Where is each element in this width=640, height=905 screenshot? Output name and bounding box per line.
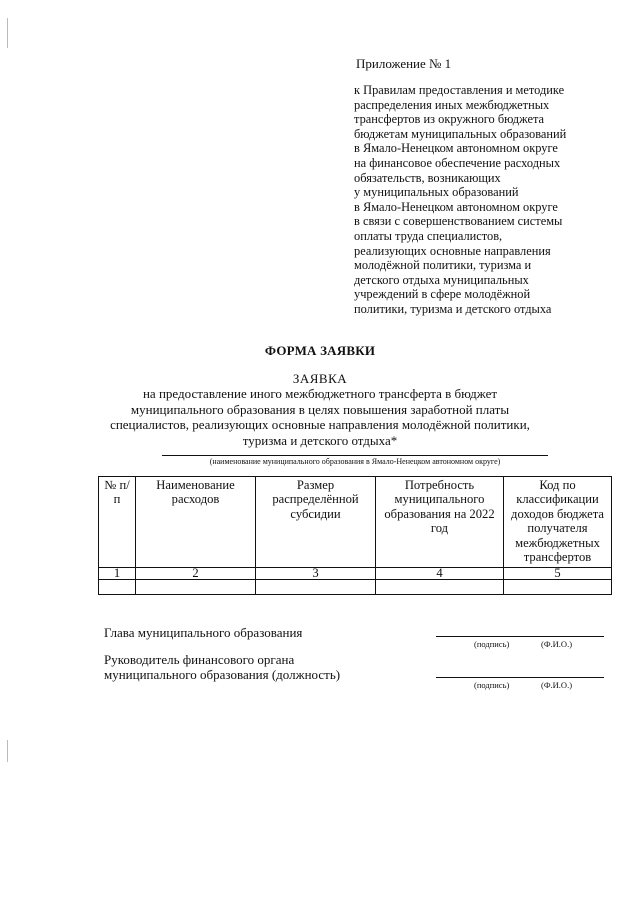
appendix-line: в Ямало-Ненецком автономном округе [354,141,558,156]
appendix-line: реализующих основные направления [354,243,551,258]
table-cell[interactable] [376,580,504,595]
subject-line: специалистов, реализующих основные направления молодёжной политики, [110,417,530,432]
appendix-line: трансфертов из окружного бюджета [354,112,545,127]
appendix-line: обязательств, возникающих [354,170,501,185]
column-number: 2 [136,568,256,580]
table-cell[interactable] [256,580,376,595]
subject-line: на предоставление иного межбюджетного трансферта в бюджет [142,386,498,401]
column-number: 4 [376,568,504,580]
document-title: ЗАЯВКА [292,371,348,386]
header-cell-income-code: Код по классификации доходов бюджета получателя межбюджетных трансфертов [504,477,612,568]
document-subject [100,386,540,448]
column-number: 3 [256,568,376,580]
appendix-line: учреждений в сфере молодёжной [354,287,531,302]
appendix-line: в связи с совершенствованием системы [354,214,563,229]
appendix-description [354,83,624,317]
finance-name-caption: (Ф.И.О.) [541,680,573,690]
header-cell-need: Потребность муниципального образования на 2022 год [376,477,504,568]
header-cell-expense-name: Наименование расходов [136,477,256,568]
subject-line: муниципального образования в целях повышения заработной платы [130,401,510,417]
appendix-line: бюджетам муниципальных образований [354,126,567,141]
appendix-line: в Ямало-Ненецком автономном округе [354,199,558,214]
header-cell-subsidy-amount: Размер распределённой субсидии [256,477,376,568]
appendix-line: политики, туризма и детского отдыха [354,301,552,316]
subject-line: туризма и детского отдыха* [242,432,398,448]
appendix-title: Приложение № 1 [356,56,452,71]
head-name-caption: (Ф.И.О.) [541,639,573,649]
head-of-municipality-label: Глава муниципального образования [104,625,303,640]
appendix-line: на финансовое обеспечение расходных [354,155,561,170]
scan-edge-mark [7,18,8,48]
column-number: 5 [504,568,612,580]
head-signature-line[interactable] [436,636,604,637]
appendix-line: молодёжной политики, туризма и [354,258,532,273]
appendix-line: у муниципальных образований [354,185,519,200]
table-header-row [99,477,612,568]
column-number: 1 [99,568,136,580]
finance-head-label: Руководитель финансового органа [104,652,295,667]
appendix-line: к Правилам предоставления и методике [354,83,565,97]
municipality-name-field[interactable] [162,455,548,456]
table-numbering-row [99,568,612,580]
form-heading: ФОРМА ЗАЯВКИ [264,343,376,358]
table-cell[interactable] [136,580,256,595]
appendix-line: распределения иных межбюджетных [354,97,550,112]
finance-head-label-position: муниципального образования (должность) [104,667,341,682]
table-cell[interactable] [99,580,136,595]
table-cell[interactable] [504,580,612,595]
request-table [98,476,612,595]
header-cell-number: № п/п [99,477,136,568]
finance-signature-caption: (подпись) [474,680,510,690]
table-row [99,580,612,595]
appendix-line: оплаты труда специалистов, [354,228,503,243]
appendix-line: детского отдыха муниципальных [354,272,529,287]
head-signature-caption: (подпись) [474,639,510,649]
finance-signature-line[interactable] [436,677,604,678]
scan-edge-mark [7,740,8,762]
municipality-name-caption: (наименование муниципального образования в Ямало-Ненецком автономном округе) [209,457,501,466]
